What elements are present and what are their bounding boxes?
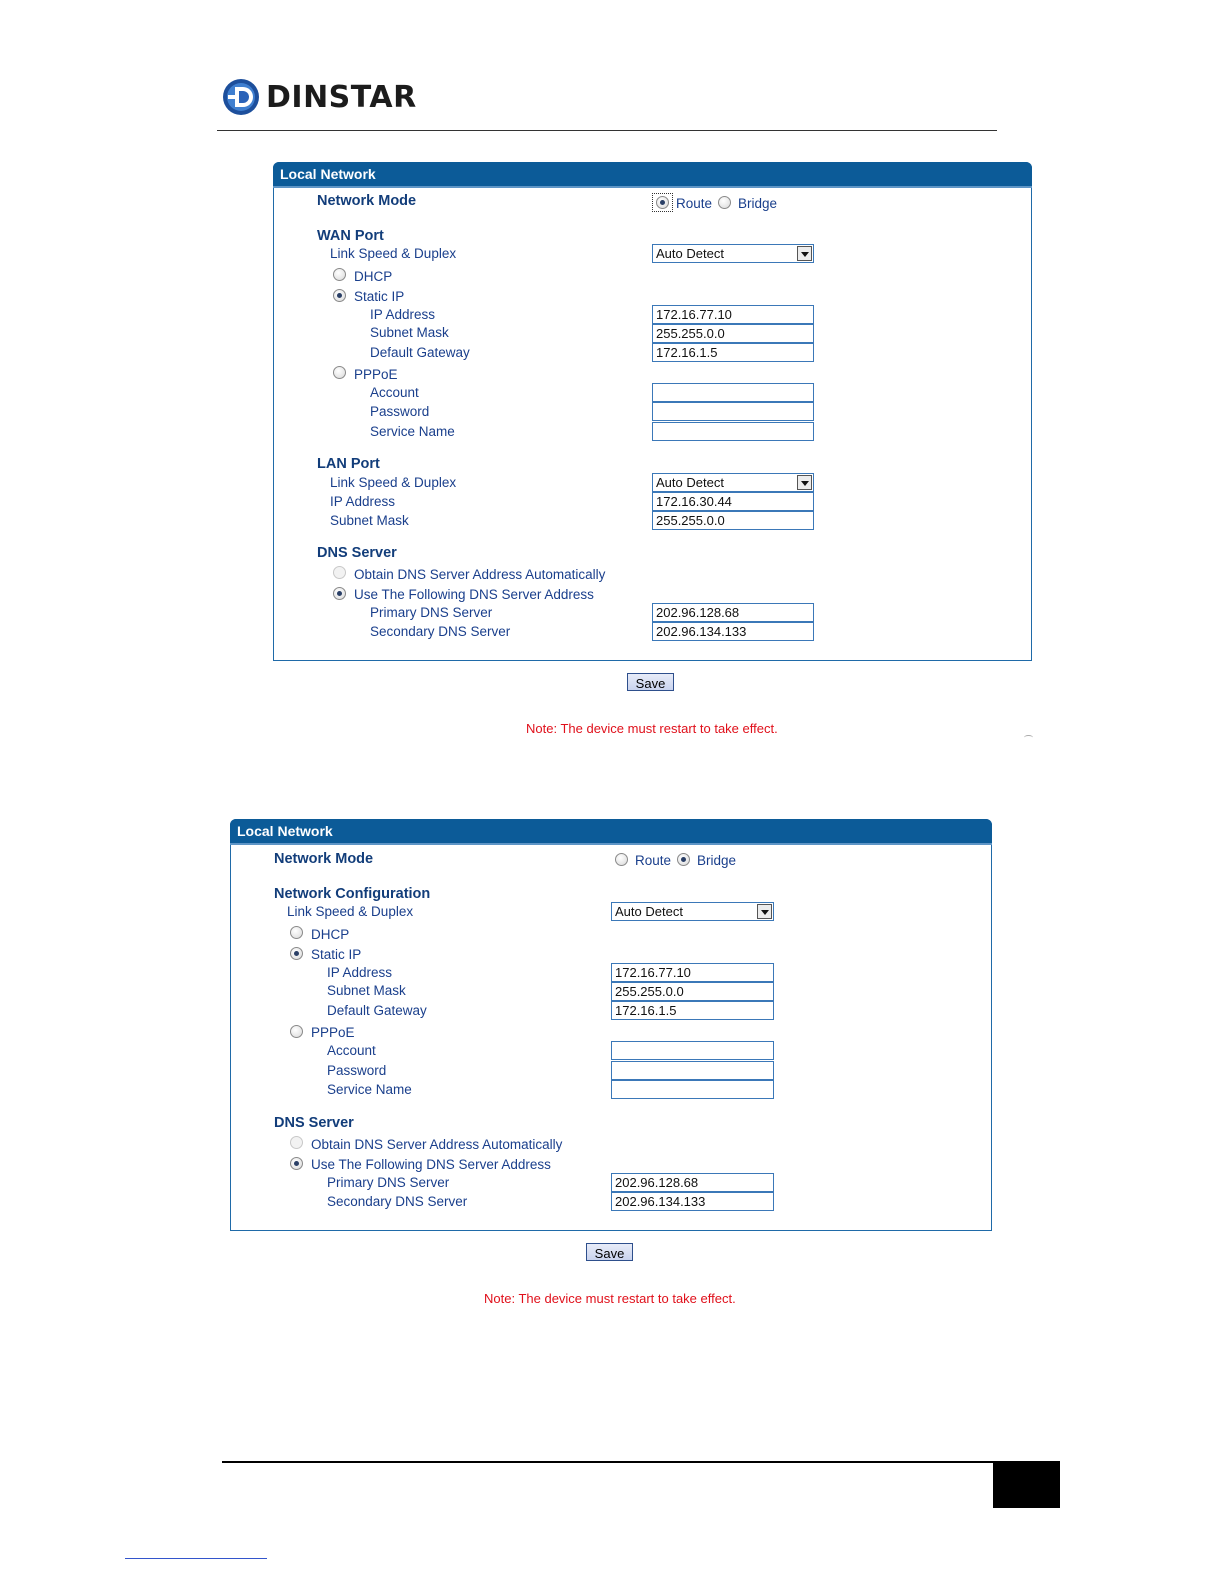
- gateway-input[interactable]: 172.16.1.5: [611, 1001, 774, 1020]
- wan-dhcp-label: DHCP: [354, 269, 393, 284]
- dns-server-heading: DNS Server: [274, 1115, 354, 1131]
- lan-port-heading: LAN Port: [317, 456, 380, 472]
- bridge-option-label: Bridge: [697, 853, 737, 868]
- route-radio[interactable]: [615, 853, 628, 866]
- static-ip-radio[interactable]: [290, 947, 303, 960]
- static-ip-label: Static IP: [311, 947, 362, 962]
- mask-label: Subnet Mask: [327, 983, 406, 998]
- secondary-dns-label: Secondary DNS Server: [327, 1194, 468, 1209]
- route-radio[interactable]: [656, 196, 669, 209]
- lan-link-speed-value: Auto Detect: [656, 475, 724, 490]
- service-name-label: Service Name: [327, 1082, 412, 1097]
- wan-mask-input[interactable]: 255.255.0.0: [652, 324, 814, 343]
- lan-ip-label: IP Address: [330, 494, 396, 509]
- account-label: Account: [327, 1043, 376, 1058]
- ip-label: IP Address: [327, 965, 393, 980]
- wan-static-ip-radio[interactable]: [333, 289, 346, 302]
- secondary-dns-label: Secondary DNS Server: [370, 624, 511, 639]
- dns-auto-radio[interactable]: [290, 1136, 303, 1149]
- restart-note: Note: The device must restart to take effect.: [526, 721, 778, 736]
- save-button[interactable]: Save: [586, 1243, 633, 1261]
- network-mode-label: Network Mode: [317, 193, 417, 209]
- save-button[interactable]: Save: [627, 673, 674, 691]
- wan-pppoe-radio[interactable]: [333, 366, 346, 379]
- secondary-dns-input[interactable]: 202.96.134.133: [652, 622, 814, 641]
- dns-server-heading: DNS Server: [317, 545, 397, 561]
- primary-dns-input[interactable]: 202.96.128.68: [652, 603, 814, 622]
- bridge-radio[interactable]: [718, 196, 731, 209]
- dns-manual-radio[interactable]: [290, 1157, 303, 1170]
- link-speed-value: Auto Detect: [615, 904, 683, 919]
- wan-account-label: Account: [370, 385, 419, 400]
- footer-link-underline: [125, 1558, 267, 1559]
- lan-mask-label: Subnet Mask: [330, 513, 409, 528]
- panel-title: Local Network: [273, 162, 1032, 186]
- gateway-label: Default Gateway: [327, 1003, 427, 1018]
- primary-dns-label: Primary DNS Server: [370, 605, 493, 620]
- dinstar-logo: [222, 78, 417, 120]
- dns-auto-radio[interactable]: [333, 566, 346, 579]
- account-input[interactable]: [611, 1041, 774, 1060]
- bridge-radio[interactable]: [677, 853, 690, 866]
- route-option-label: Route: [635, 853, 672, 868]
- primary-dns-input[interactable]: 202.96.128.68: [611, 1173, 774, 1192]
- chevron-down-icon[interactable]: [797, 246, 812, 261]
- footer-divider: [222, 1461, 1060, 1463]
- wan-dhcp-radio[interactable]: [333, 268, 346, 281]
- network-mode-label: Network Mode: [274, 851, 374, 867]
- wan-static-ip-label: Static IP: [354, 289, 405, 304]
- bridge-option-label: Bridge: [738, 196, 778, 211]
- wan-password-input[interactable]: [652, 402, 814, 421]
- wan-port-heading: WAN Port: [317, 228, 384, 244]
- dhcp-radio[interactable]: [290, 926, 303, 939]
- brand-name: DINSTAR: [266, 80, 417, 115]
- network-configuration-heading: Network Configuration: [274, 886, 431, 902]
- lan-link-speed-label: Link Speed & Duplex: [330, 475, 457, 490]
- wan-password-label: Password: [370, 404, 430, 419]
- lan-link-speed-select[interactable]: [652, 473, 814, 492]
- password-input[interactable]: [611, 1061, 774, 1080]
- wan-link-speed-select[interactable]: [652, 244, 814, 263]
- secondary-dns-input[interactable]: 202.96.134.133: [611, 1192, 774, 1211]
- stray-mark: [1024, 735, 1033, 740]
- pppoe-radio[interactable]: [290, 1025, 303, 1038]
- wan-ip-label: IP Address: [370, 307, 436, 322]
- dns-manual-label: Use The Following DNS Server Address: [354, 587, 594, 602]
- wan-service-name-input[interactable]: [652, 422, 814, 441]
- dhcp-label: DHCP: [311, 927, 350, 942]
- wan-account-input[interactable]: [652, 383, 814, 402]
- dns-manual-label: Use The Following DNS Server Address: [311, 1157, 551, 1172]
- lan-mask-input[interactable]: 255.255.0.0: [652, 511, 814, 530]
- dns-auto-label: Obtain DNS Server Address Automatically: [311, 1137, 563, 1152]
- dns-auto-label: Obtain DNS Server Address Automatically: [354, 567, 606, 582]
- dinstar-logo-icon: [222, 78, 260, 116]
- page-number-box: [993, 1461, 1060, 1508]
- wan-link-speed-value: Auto Detect: [656, 246, 724, 261]
- chevron-down-icon[interactable]: [757, 904, 772, 919]
- lan-ip-input[interactable]: 172.16.30.44: [652, 492, 814, 511]
- wan-pppoe-label: PPPoE: [354, 367, 398, 382]
- route-option-label: Route: [676, 196, 713, 211]
- primary-dns-label: Primary DNS Server: [327, 1175, 450, 1190]
- password-label: Password: [327, 1063, 387, 1078]
- panel-title: Local Network: [230, 819, 992, 843]
- link-speed-select[interactable]: [611, 902, 774, 921]
- header-divider: [217, 130, 997, 131]
- pppoe-label: PPPoE: [311, 1025, 355, 1040]
- wan-mask-label: Subnet Mask: [370, 325, 449, 340]
- dns-manual-radio[interactable]: [333, 587, 346, 600]
- service-name-input[interactable]: [611, 1080, 774, 1099]
- wan-link-speed-label: Link Speed & Duplex: [330, 246, 457, 261]
- wan-gateway-label: Default Gateway: [370, 345, 470, 360]
- wan-gateway-input[interactable]: 172.16.1.5: [652, 343, 814, 362]
- link-speed-label: Link Speed & Duplex: [287, 904, 414, 919]
- ip-input[interactable]: 172.16.77.10: [611, 963, 774, 982]
- restart-note: Note: The device must restart to take effect.: [484, 1291, 736, 1306]
- wan-service-name-label: Service Name: [370, 424, 455, 439]
- mask-input[interactable]: 255.255.0.0: [611, 982, 774, 1001]
- wan-ip-input[interactable]: 172.16.77.10: [652, 305, 814, 324]
- chevron-down-icon[interactable]: [797, 475, 812, 490]
